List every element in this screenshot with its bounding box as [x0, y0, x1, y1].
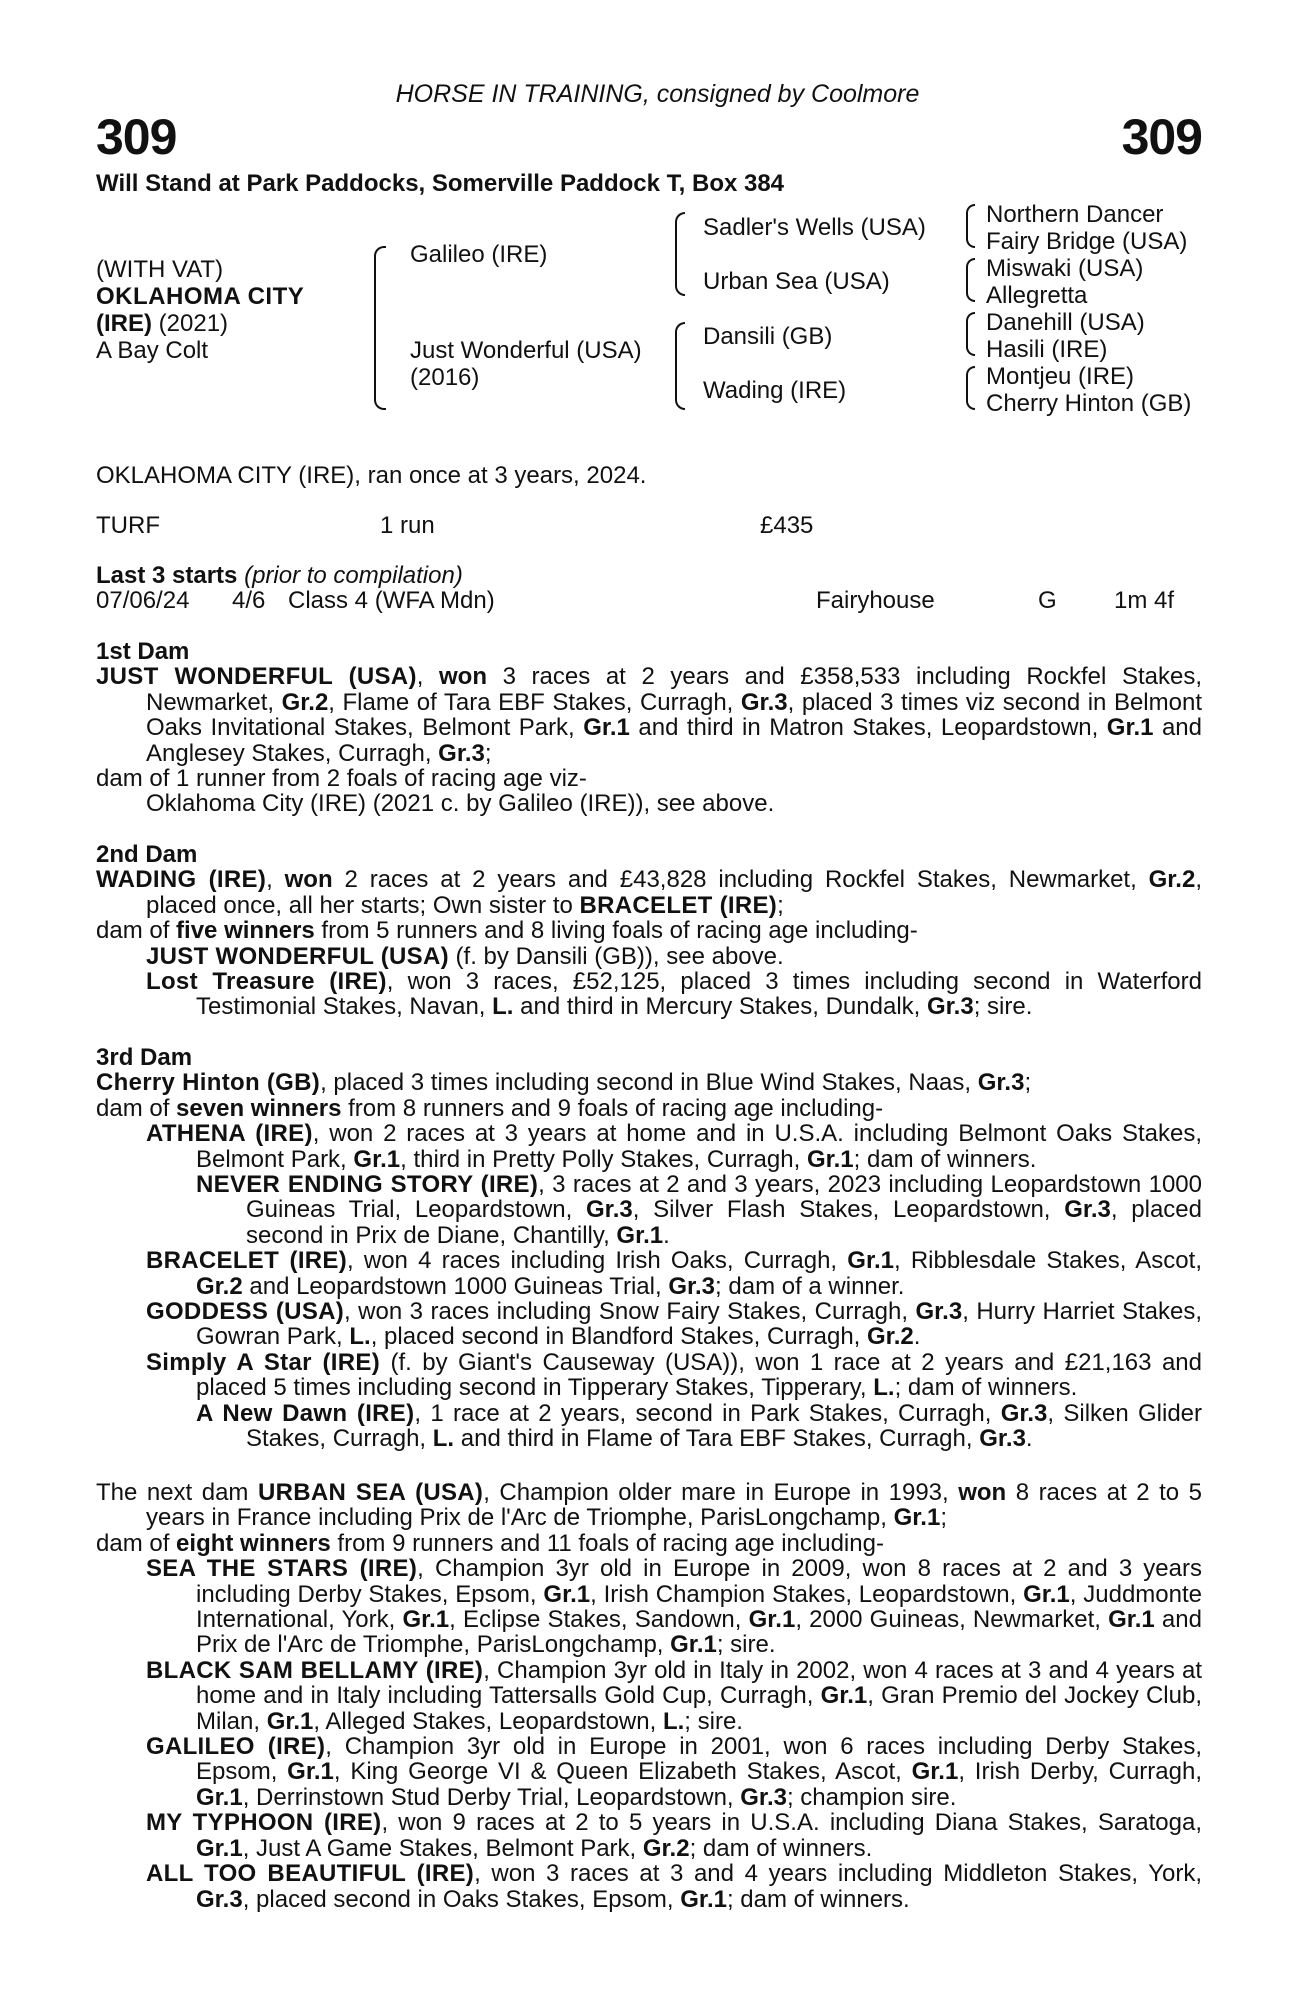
pedigree-g4: Allegretta: [986, 282, 1088, 309]
third-dam-produce-athena: ATHENA (IRE), won 2 races at 3 years at home and in U.S.A. including Belmont Oaks Stakes, Belmont Park, Gr.1, third in Pretty Polly Stakes, Curragh, Gr.1; dam of winners.: [146, 1120, 1202, 1173]
third-dam-produce-bracelet: BRACELET (IRE), won 4 races including Irish Oaks, Curragh, Gr.1, Ribblesdale Stakes, Ascot, Gr.2 and Leopardstown 1000 Guineas Trial, Gr.3; dam of a winner.: [146, 1247, 1202, 1300]
pedigree-dam-dam: Wading (IRE): [703, 377, 847, 404]
next-dam-record: The next dam URBAN SEA (USA), Champion older mare in Europe in 1993, won 8 races at 2 to 5 years in France including Prix de l'Arc de Triomphe, ParisLongchamp, Gr.1;: [96, 1479, 1203, 1532]
lot-number-right: 309: [1121, 109, 1202, 165]
pedigree-g5: Danehill (USA): [986, 309, 1145, 336]
pedigree-brace-sire: [675, 212, 685, 296]
third-dam-produce-simply-a-star: Simply A Star (IRE) (f. by Giant's Causeway (USA)), won 1 race at 2 years and £21,163 and placed 5 times including second in Tipperary Stakes, Tipperary, L.; dam of winners.: [146, 1348, 1202, 1402]
last-starts-heading: Last 3 starts: [96, 562, 238, 589]
third-dam-record: Cherry Hinton (GB), placed 3 times including second in Blue Wind Stakes, Naas, Gr.3;: [96, 1069, 1032, 1097]
record-earnings: £435: [760, 512, 814, 539]
horse-suffix-year: [96, 310, 228, 337]
third-dam-section: [96, 1045, 1202, 1452]
third-dam-produce-a-new-dawn: A New Dawn (IRE), 1 race at 2 years, second in Park Stakes, Curragh, Gr.3, Silken Glider Stakes, Curragh, L. and third in Flame of Tara EBF Stakes, Curragh, Gr.3.: [196, 1399, 1203, 1453]
horse-description: A Bay Colt: [96, 337, 209, 364]
second-dam-produce-1: JUST WONDERFUL (USA) (f. by Dansili (GB)), see above.: [146, 942, 784, 970]
record-surface: TURF: [96, 512, 160, 539]
race-summary: OKLAHOMA CITY (IRE), ran once at 3 years, 2024.: [96, 462, 647, 489]
pedigree-dam: Just Wonderful (USA): [410, 337, 642, 364]
second-dam-produce-intro: dam of five winners from 5 runners and 8 living foals of racing age including-: [96, 917, 918, 945]
pedigree-brace-g2: [966, 258, 975, 302]
stand-location: Will Stand at Park Paddocks, Somerville Paddock T, Box 384: [96, 170, 785, 197]
lot-number-left: 309: [96, 109, 177, 165]
third-dam-produce-never-ending-story: NEVER ENDING STORY (IRE), 3 races at 2 and 3 years, 2023 including Leopardstown 1000 Guineas Trial, Leopardstown, Gr.3, Silver Flash Stakes, Leopardstown, Gr.3, placed second in Prix de Diane, Chantilly, Gr.1.: [196, 1171, 1203, 1249]
pedigree-sire-dam: Urban Sea (USA): [703, 268, 890, 295]
next-dam-produce-intro: dam of eight winners from 9 runners and 11 foals of racing age including-: [96, 1529, 884, 1557]
pedigree-brace-g4: [966, 366, 975, 410]
pedigree-dam-sire: Dansili (GB): [703, 323, 833, 350]
start-date: 07/06/24: [96, 587, 190, 614]
pedigree-brace-g1: [966, 204, 975, 248]
third-dam-produce-goddess: GODDESS (USA), won 3 races including Snow Fairy Stakes, Curragh, Gr.3, Hurry Harriet Stakes, Gowran Park, L., placed second in Blandford Stakes, Curragh, Gr.2.: [146, 1298, 1202, 1351]
first-dam-record: JUST WONDERFUL (USA), won 3 races at 2 years and £358,533 including Rockfel Stakes, Newmarket, Gr.2, Flame of Tara EBF Stakes, Curragh, Gr.3, placed 3 times viz second in Belmont Oaks Invitational Stakes, Belmont Park, Gr.1 and third in Matron Stakes, Leopardstown, Gr.1 and Anglesey Stakes, Curragh, Gr.3;: [96, 663, 1202, 767]
second-dam-produce-2: Lost Treasure (IRE), won 3 races, £52,125, placed 3 times including second in Waterford Testimonial Stakes, Navan, L. and third in Mercury Stakes, Dundalk, Gr.3; sire.: [146, 968, 1202, 1021]
record-runs: 1 run: [380, 512, 435, 539]
start-going: G: [1038, 587, 1057, 614]
pedigree-g7: Montjeu (IRE): [986, 363, 1135, 390]
pedigree-dam-year: (2016): [410, 364, 480, 391]
horse-country: (IRE): [96, 310, 152, 337]
last-starts-note: (prior to compilation): [237, 562, 463, 589]
vat-note: (WITH VAT): [96, 256, 224, 283]
second-dam-section: [96, 842, 1202, 1020]
next-dam-produce-sea-the-stars: SEA THE STARS (IRE), Champion 3yr old in Europe in 2009, won 8 races at 2 and 3 years including Derby Stakes, Epsom, Gr.1, Irish Champion Stakes, Leopardstown, Gr.1, Juddmonte International, York, Gr.1, Eclipse Stakes, Sandown, Gr.1, 2000 Guineas, Newmarket, Gr.1 and Prix de l'Arc de Triomphe, ParisLongchamp, Gr.1; sire.: [146, 1555, 1202, 1659]
pedigree-sire-sire: Sadler's Wells (USA): [703, 214, 926, 241]
next-dam-section: [96, 1480, 1202, 1912]
pedigree-brace-main: [374, 246, 386, 410]
pedigree-brace-dam: [675, 322, 685, 410]
first-dam-heading: 1st Dam: [96, 638, 190, 665]
second-dam-heading: 2nd Dam: [96, 841, 198, 868]
third-dam-produce-intro: dam of seven winners from 8 runners and 9 foals of racing age including-: [96, 1094, 884, 1122]
first-dam-produce-intro: dam of 1 runner from 2 foals of racing age viz-: [96, 765, 587, 793]
next-dam-produce-galileo: GALILEO (IRE), Champion 3yr old in Europe in 2001, won 6 races including Derby Stakes, Epsom, Gr.1, King George VI & Queen Elizabeth Stakes, Ascot, Gr.1, Irish Derby, Curragh, Gr.1, Derrinstown Stud Derby Trial, Leopardstown, Gr.3; champion sire.: [146, 1733, 1202, 1811]
horse-year: (2021): [152, 310, 229, 337]
first-dam-produce-item: Oklahoma City (IRE) (2021 c. by Galileo (IRE)), see above.: [146, 790, 775, 818]
next-dam-produce-black-sam-bellamy: BLACK SAM BELLAMY (IRE), Champion 3yr old in Italy in 2002, won 4 races at 3 and 4 years at home and in Italy including Tattersalls Gold Cup, Curragh, Gr.1, Gran Premio del Jockey Club, Milan, Gr.1, Alleged Stakes, Leopardstown, L.; sire.: [146, 1656, 1202, 1735]
pedigree-g3: Miswaki (USA): [986, 255, 1144, 282]
pedigree-sire: Galileo (IRE): [410, 241, 548, 268]
second-dam-record: WADING (IRE), won 2 races at 2 years and £43,828 including Rockfel Stakes, Newmarket, Gr.2, placed once, all her starts; Own sister to BRACELET (IRE);: [96, 866, 1202, 919]
next-dam-produce-all-too-beautiful: ALL TOO BEAUTIFUL (IRE), won 3 races at 3 and 4 years including Middleton Stakes, York, Gr.3, placed second in Oaks Stakes, Epsom, Gr.1; dam of winners.: [146, 1860, 1202, 1913]
start-course: Fairyhouse: [816, 587, 935, 614]
pedigree-g2: Fairy Bridge (USA): [986, 228, 1188, 255]
pedigree-g8: Cherry Hinton (GB): [986, 390, 1192, 417]
pedigree-g6: Hasili (IRE): [986, 336, 1108, 363]
start-distance: 1m 4f: [1114, 587, 1175, 614]
consignment-header: HORSE IN TRAINING, consigned by Coolmore: [395, 80, 920, 108]
first-dam-section: [96, 639, 1202, 817]
pedigree-brace-g3: [966, 312, 975, 356]
third-dam-heading: 3rd Dam: [96, 1044, 193, 1071]
start-position: 4/6: [232, 587, 266, 614]
next-dam-produce-my-typhoon: MY TYPHOON (IRE), won 9 races at 2 to 5 years in U.S.A. including Diana Stakes, Saratoga, Gr.1, Just A Game Stakes, Belmont Park, Gr.2; dam of winners.: [146, 1809, 1202, 1862]
start-race: Class 4 (WFA Mdn): [288, 587, 495, 614]
last-starts-heading-line: [96, 562, 463, 590]
horse-name: OKLAHOMA CITY: [96, 283, 305, 310]
pedigree-g1: Northern Dancer: [986, 201, 1164, 228]
